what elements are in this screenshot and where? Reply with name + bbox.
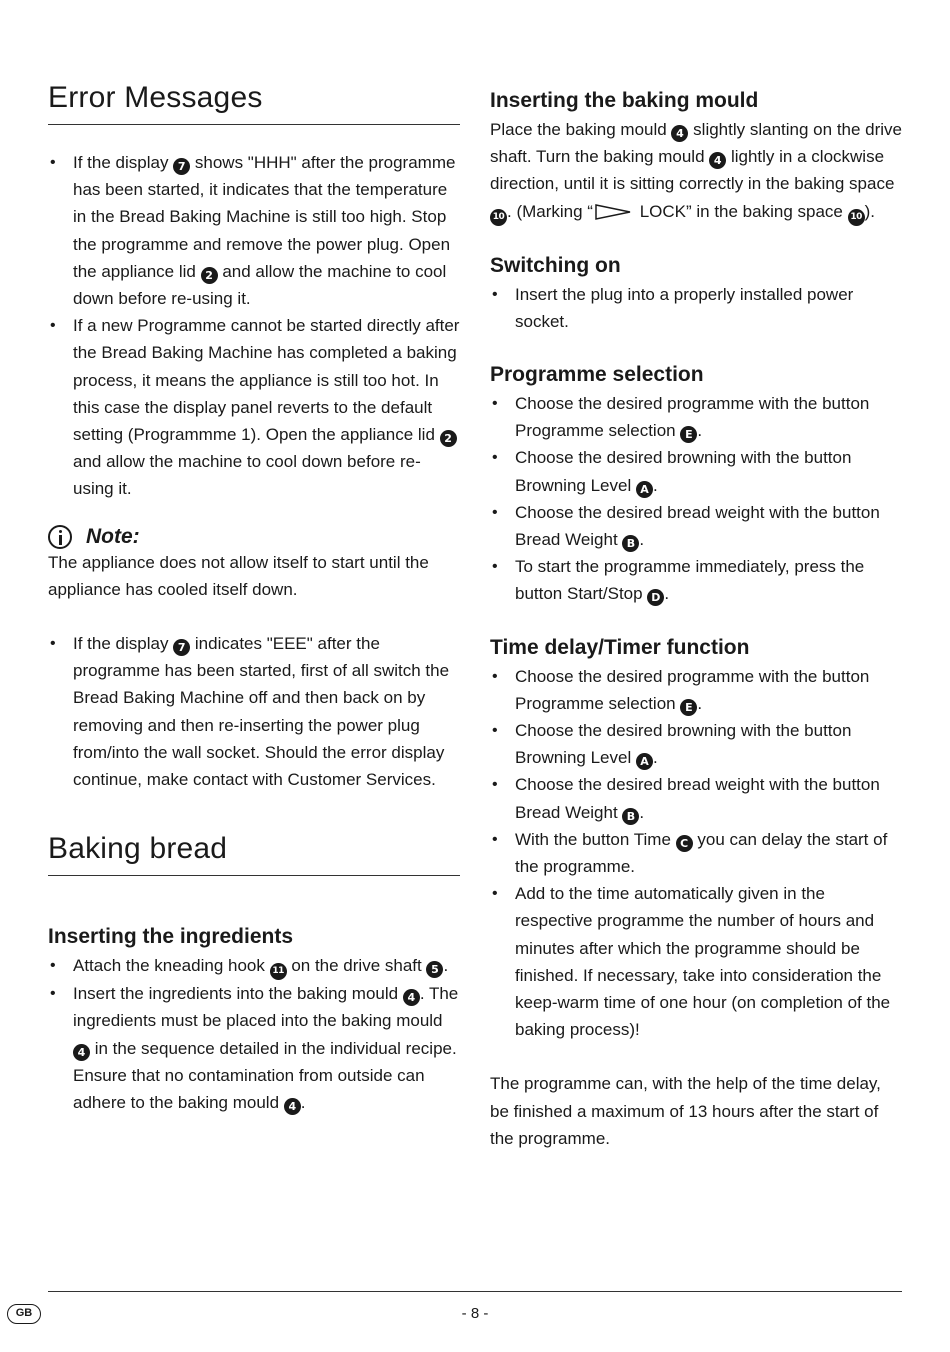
lock-arrow-icon: [595, 204, 631, 220]
list-item: • Choose the desired bread weight with the button Bread Weight B .: [490, 771, 902, 825]
browning-level-marker: A: [636, 753, 653, 770]
time-button-marker: C: [676, 835, 693, 852]
baking-mould-marker: 4: [671, 125, 688, 142]
bread-weight-marker: B: [622, 808, 639, 825]
list-item: • If the display 7 shows "HHH" after the programme has been started, it indicates that the temperature in the Bread Baking Machine is still too high. Stop the programme and remove the power plug. Open the appliance lid 2 and allow the machine to cool down before re-using it.: [48, 149, 460, 312]
list-item: • Choose the desired browning with the button Browning Level A .: [490, 444, 902, 498]
display-marker: 7: [173, 639, 190, 656]
baking-bread-heading: Baking bread: [48, 829, 460, 876]
list-item: • With the button Time C you can delay the start of the programme.: [490, 826, 902, 880]
baking-mould-marker: 4: [709, 152, 726, 169]
left-column: [48, 78, 460, 1116]
browning-level-marker: A: [636, 481, 653, 498]
list-item: • If a new Programme cannot be started directly after the Bread Baking Machine has completed a baking process, it means the appliance is still too hot. In this case the display panel reverts to the default setting (Programmme 1). Open the appliance lid 2 and allow the machine to cool down before re-using it.: [48, 312, 460, 502]
error-messages-heading: Error Messages: [48, 78, 460, 125]
start-stop-marker: D: [647, 589, 664, 606]
list-item: • Insert the ingredients into the baking mould 4 . The ingredients must be placed into the baking mould 4 in the sequence detailed in the individual recipe. Ensure that no contamination from outside can adhere to the baking mould 4 .: [48, 980, 460, 1116]
list-item: • Choose the desired programme with the button Programme selection E .: [490, 390, 902, 444]
programme-selection-marker: E: [680, 426, 697, 443]
baking-space-marker: 10: [848, 209, 865, 226]
lid-marker: 2: [440, 430, 457, 447]
drive-shaft-marker: 5: [426, 961, 443, 978]
note-text: The appliance does not allow itself to start until the appliance has cooled itself down.: [48, 552, 429, 599]
country-badge: GB: [7, 1304, 41, 1324]
timer-heading: Time delay/Timer function: [490, 635, 750, 659]
error-list: [48, 149, 460, 503]
page-number: - 8 -: [461, 1305, 489, 1322]
lid-marker: 2: [201, 267, 218, 284]
baking-mould-marker: 4: [284, 1098, 301, 1115]
eee-list: [48, 630, 460, 793]
programme-selection-marker: E: [680, 699, 697, 716]
baking-mould-marker: 4: [403, 989, 420, 1006]
ingredients-heading: Inserting the ingredients: [48, 925, 294, 949]
list-item: • Choose the desired programme with the button Programme selection E .: [490, 663, 902, 717]
list-item: • Choose the desired browning with the button Browning Level A .: [490, 717, 902, 771]
list-item: • If the display 7 indicates "EEE" after the programme has been started, first of all switch the Bread Baking Machine off and then back on by removing and then re-inserting the power plug from/into the wall socket. Should the error display continue, make contact with Customer Services.: [48, 630, 460, 793]
switching-on-heading: Switching on: [490, 253, 621, 277]
info-icon: [48, 525, 72, 549]
kneading-hook-marker: 11: [270, 963, 287, 980]
list-item: • To start the programme immediately, press the button Start/Stop D .: [490, 553, 902, 607]
list-item: • Insert the plug into a properly installed power socket.: [490, 281, 902, 335]
list-item: • Attach the kneading hook 11 on the drive shaft 5 .: [48, 952, 460, 980]
timer-list: [490, 663, 902, 1044]
programme-selection-heading: Programme selection: [490, 363, 704, 387]
note-title: Note:: [86, 524, 140, 548]
mould-text: Place the baking mould 4 slightly slanting on the drive shaft. Turn the baking mould 4 lightly in a clockwise direction, until it is sitting correctly in the baking space 10 . (Marking “ LOCK” in the baking space 10 ).: [490, 116, 902, 226]
list-item: • Choose the desired bread weight with the button Bread Weight B .: [490, 499, 902, 553]
display-marker: 7: [173, 158, 190, 175]
note-header: [48, 525, 460, 549]
bread-weight-marker: B: [622, 535, 639, 552]
switching-list: [490, 281, 902, 335]
timer-summary: The programme can, with the help of the time delay, be finished a maximum of 13 hours after the start of the programme.: [490, 1074, 881, 1148]
right-column: [490, 86, 902, 1152]
list-item: • Add to the time automatically given in the respective programme the number of hours and minutes after which the programme should be finished. If necessary, take into consideration the keep-warm time of one hour (on completion of the baking process)!: [490, 880, 902, 1043]
ingredients-list: [48, 952, 460, 1116]
baking-mould-marker: 4: [73, 1044, 90, 1061]
footer-divider: [48, 1291, 902, 1292]
baking-space-marker: 10: [490, 209, 507, 226]
mould-heading: Inserting the baking mould: [490, 89, 759, 112]
programme-list: [490, 390, 902, 608]
